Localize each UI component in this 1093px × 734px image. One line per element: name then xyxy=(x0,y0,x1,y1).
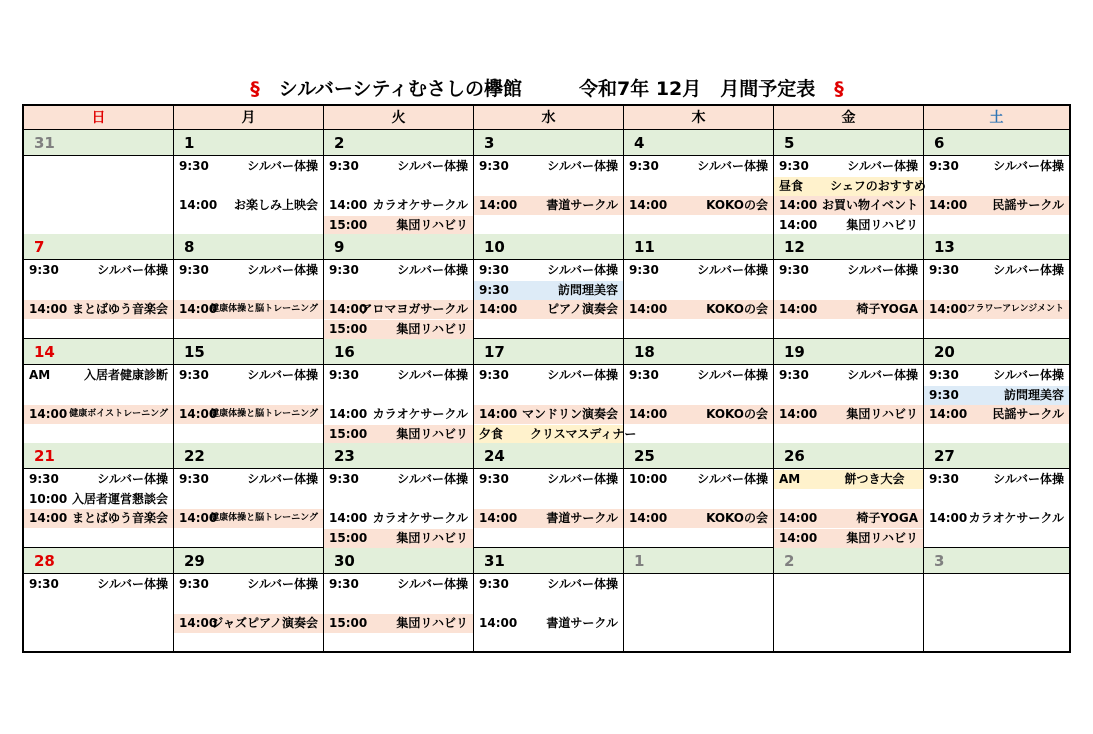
event-entry xyxy=(624,405,773,424)
event-time: 9:30 xyxy=(929,472,959,486)
day-cell xyxy=(924,443,1069,548)
weekday-header-wed: 水 xyxy=(474,106,624,130)
day-cell xyxy=(474,130,624,235)
event-time: 9:30 xyxy=(779,368,809,382)
event-time: 14:00 xyxy=(629,302,668,316)
event-entry xyxy=(324,196,473,215)
day-cell xyxy=(774,443,924,548)
event-name: 集団リハビリ xyxy=(396,427,468,441)
event-name: 健康ボイストレーニング xyxy=(69,409,168,419)
day-number: 10 xyxy=(474,234,623,260)
event-entry xyxy=(624,366,773,385)
event-entry xyxy=(24,509,173,528)
event-time: 9:30 xyxy=(29,577,59,591)
event-entry xyxy=(474,470,623,489)
day-number: 25 xyxy=(624,443,773,469)
event-entry xyxy=(624,157,773,176)
event-name: シルバー体操 xyxy=(397,159,468,173)
event-entry xyxy=(774,405,923,424)
event-name: ジャズピアノ演奏会 xyxy=(211,616,318,630)
event-entry xyxy=(174,366,323,385)
event-entry xyxy=(474,281,623,300)
event-entry xyxy=(324,157,473,176)
day-number: 17 xyxy=(474,339,623,365)
event-time: 14:00 xyxy=(479,198,518,212)
event-entry xyxy=(324,216,473,235)
event-name: シルバー体操 xyxy=(397,263,468,277)
event-time: 9:30 xyxy=(479,577,509,591)
event-time: 15:00 xyxy=(329,616,368,630)
event-time: 9:30 xyxy=(779,263,809,277)
event-time: 14:00 xyxy=(779,218,818,232)
day-cell xyxy=(174,339,324,444)
event-name: ピアノ演奏会 xyxy=(546,302,618,316)
event-time: 9:30 xyxy=(179,577,209,591)
event-time: 14:00 xyxy=(329,198,368,212)
day-number: 26 xyxy=(774,443,923,469)
event-entry xyxy=(774,509,923,528)
event-name: シルバー体操 xyxy=(547,263,618,277)
event-entry xyxy=(924,405,1069,424)
event-entry xyxy=(924,300,1069,319)
day-cell xyxy=(924,234,1069,339)
event-name: シルバー体操 xyxy=(247,368,318,382)
event-time: 9:30 xyxy=(179,368,209,382)
event-time: 14:00 xyxy=(329,407,368,421)
day-number: 1 xyxy=(174,130,323,156)
event-entry xyxy=(324,509,473,528)
day-number: 13 xyxy=(924,234,1069,260)
day-number: 21 xyxy=(24,443,173,469)
event-entry xyxy=(324,470,473,489)
event-time: 14:00 xyxy=(779,531,818,545)
event-time: 14:00 xyxy=(779,198,818,212)
day-cell xyxy=(474,443,624,548)
day-number: 31 xyxy=(24,130,173,156)
event-name: カラオケサークル xyxy=(372,407,468,421)
event-time: 15:00 xyxy=(329,322,368,336)
event-time: 14:00 xyxy=(179,302,218,316)
event-name: シェフのおすすめ xyxy=(830,179,926,193)
event-name: KOKOの会 xyxy=(706,511,768,525)
day-number: 22 xyxy=(174,443,323,469)
event-name: 椅子YOGA xyxy=(856,302,918,316)
day-number: 2 xyxy=(324,130,473,156)
event-name: シルバー体操 xyxy=(697,159,768,173)
event-name: 書道サークル xyxy=(546,616,618,630)
event-time: 9:30 xyxy=(479,283,509,297)
day-number: 1 xyxy=(624,548,773,574)
event-time: AM xyxy=(29,368,51,382)
event-time: 14:00 xyxy=(929,198,968,212)
event-time: 14:00 xyxy=(629,511,668,525)
weekday-header-mon: 月 xyxy=(174,106,324,130)
event-name: 健康体操と脳トレーニング xyxy=(210,304,318,314)
day-number: 5 xyxy=(774,130,923,156)
event-time: 14:00 xyxy=(779,511,818,525)
day-number: 2 xyxy=(774,548,923,574)
day-number: 12 xyxy=(774,234,923,260)
event-name: シルバー体操 xyxy=(547,472,618,486)
event-entry xyxy=(324,320,473,339)
event-name: 訪問理美容 xyxy=(1003,388,1064,402)
event-name: シルバー体操 xyxy=(993,263,1064,277)
event-entry xyxy=(774,216,923,235)
event-entry xyxy=(324,300,473,319)
event-entry xyxy=(774,300,923,319)
event-time: 14:00 xyxy=(779,302,818,316)
event-name: 書道サークル xyxy=(546,198,618,212)
event-time: 14:00 xyxy=(929,407,968,421)
day-cell xyxy=(624,130,774,235)
event-name: シルバー体操 xyxy=(847,263,918,277)
event-time: 14:00 xyxy=(329,511,368,525)
event-name: カラオケサークル xyxy=(372,511,468,525)
event-entry xyxy=(774,366,923,385)
event-entry xyxy=(774,470,923,489)
event-name: カラオケサークル xyxy=(968,511,1064,525)
event-entry xyxy=(474,366,623,385)
event-time: 9:30 xyxy=(29,472,59,486)
event-name: シルバー体操 xyxy=(397,472,468,486)
event-time: 14:00 xyxy=(929,302,968,316)
event-name: 健康体操と脳トレーニング xyxy=(210,513,318,523)
event-entry xyxy=(474,300,623,319)
day-number: 8 xyxy=(174,234,323,260)
event-name: クリスマスディナー xyxy=(530,427,637,441)
event-entry xyxy=(774,529,923,548)
day-number: 19 xyxy=(774,339,923,365)
event-name: シルバー体操 xyxy=(247,263,318,277)
event-entry xyxy=(174,509,323,528)
event-entry xyxy=(24,261,173,280)
weekday-header-sun: 日 xyxy=(24,106,174,130)
event-time: 14:00 xyxy=(179,616,218,630)
event-name: 集団リハビリ xyxy=(846,407,918,421)
event-time: 9:30 xyxy=(929,263,959,277)
event-time: 9:30 xyxy=(179,472,209,486)
day-cell xyxy=(624,339,774,444)
event-time: 9:30 xyxy=(329,368,359,382)
event-time: 14:00 xyxy=(329,302,368,316)
event-time: 9:30 xyxy=(479,472,509,486)
event-entry xyxy=(924,509,1069,528)
day-cell xyxy=(174,234,324,339)
event-entry xyxy=(174,614,323,633)
event-name: 餅つき大会 xyxy=(844,472,905,486)
event-entry xyxy=(474,157,623,176)
event-name: シルバー体操 xyxy=(247,159,318,173)
day-cell xyxy=(474,339,637,444)
event-name: シルバー体操 xyxy=(547,159,618,173)
day-number: 24 xyxy=(474,443,623,469)
event-name: 入居者運営懇談会 xyxy=(71,492,168,506)
event-time: 14:00 xyxy=(929,511,968,525)
day-number: 6 xyxy=(924,130,1069,156)
day-number: 16 xyxy=(324,339,473,365)
event-entry xyxy=(924,261,1069,280)
event-name: シルバー体操 xyxy=(847,159,918,173)
event-time: 14:00 xyxy=(779,407,818,421)
event-time: 9:30 xyxy=(179,159,209,173)
event-time: 10:00 xyxy=(29,492,68,506)
title-left-mark: § xyxy=(250,78,260,100)
event-time: 9:30 xyxy=(329,472,359,486)
event-entry xyxy=(174,261,323,280)
event-entry xyxy=(174,575,323,594)
day-cell xyxy=(924,130,1069,235)
event-entry xyxy=(24,366,173,385)
event-entry xyxy=(174,196,323,215)
event-entry xyxy=(624,509,773,528)
event-entry xyxy=(24,575,173,594)
event-name: シルバー体操 xyxy=(697,472,768,486)
event-time: 9:30 xyxy=(479,159,509,173)
day-number: 15 xyxy=(174,339,323,365)
event-name: 訪問理美容 xyxy=(557,283,618,297)
event-name: カラオケサークル xyxy=(372,198,468,212)
event-name: シルバー体操 xyxy=(697,368,768,382)
event-name: 集団リハビリ xyxy=(396,322,468,336)
event-entry xyxy=(324,614,473,633)
day-number: 11 xyxy=(624,234,773,260)
event-entry xyxy=(324,425,473,444)
event-time: AM xyxy=(779,472,801,486)
event-entry xyxy=(324,366,473,385)
event-entry xyxy=(474,425,637,444)
event-name: シルバー体操 xyxy=(97,472,168,486)
day-number: 14 xyxy=(24,339,173,365)
day-cell xyxy=(924,339,1069,444)
event-name: シルバー体操 xyxy=(97,577,168,591)
event-entry xyxy=(324,405,473,424)
event-entry xyxy=(474,261,623,280)
event-time: 15:00 xyxy=(329,531,368,545)
event-entry xyxy=(624,470,773,489)
event-entry xyxy=(324,529,473,548)
event-entry xyxy=(24,470,173,489)
event-time: 14:00 xyxy=(179,198,218,212)
event-name: シルバー体操 xyxy=(397,577,468,591)
day-cell xyxy=(474,548,624,652)
event-time: 9:30 xyxy=(629,368,659,382)
event-entry xyxy=(624,300,773,319)
event-entry xyxy=(774,196,923,215)
event-time: 14:00 xyxy=(479,407,518,421)
event-name: シルバー体操 xyxy=(547,577,618,591)
event-name: 集団リハビリ xyxy=(846,218,918,232)
day-cell xyxy=(774,234,924,339)
event-time: 9:30 xyxy=(479,368,509,382)
event-entry xyxy=(174,157,323,176)
day-cell xyxy=(24,339,174,444)
event-entry xyxy=(924,366,1069,385)
event-entry xyxy=(774,177,926,196)
event-entry xyxy=(474,405,623,424)
event-entry xyxy=(174,470,323,489)
monthly-calendar xyxy=(22,104,1071,653)
event-name: お楽しみ上映会 xyxy=(233,198,318,212)
day-number: 9 xyxy=(324,234,473,260)
day-number: 23 xyxy=(324,443,473,469)
event-name: 書道サークル xyxy=(546,511,618,525)
event-name: 集団リハビリ xyxy=(396,218,468,232)
day-cell xyxy=(474,234,624,339)
day-cell xyxy=(24,130,174,235)
day-cell xyxy=(924,548,1069,652)
event-time: 9:30 xyxy=(929,388,959,402)
event-time: 14:00 xyxy=(479,616,518,630)
event-name: シルバー体操 xyxy=(993,368,1064,382)
event-entry xyxy=(624,196,773,215)
event-name: KOKOの会 xyxy=(706,302,768,316)
event-name: シルバー体操 xyxy=(847,368,918,382)
event-entry xyxy=(474,575,623,594)
event-time: 9:30 xyxy=(329,159,359,173)
event-time: 14:00 xyxy=(179,511,218,525)
day-number: 27 xyxy=(924,443,1069,469)
event-entry xyxy=(474,196,623,215)
event-time: 14:00 xyxy=(29,407,68,421)
event-name: 入居者健康診断 xyxy=(83,368,168,382)
event-entry xyxy=(474,614,623,633)
event-time: 14:00 xyxy=(179,407,218,421)
day-cell xyxy=(774,130,924,235)
event-name: シルバー体操 xyxy=(993,159,1064,173)
event-entry xyxy=(324,261,473,280)
day-number: 3 xyxy=(474,130,623,156)
event-entry xyxy=(174,300,323,319)
event-entry xyxy=(24,300,173,319)
day-number: 4 xyxy=(624,130,773,156)
event-time: 9:30 xyxy=(329,577,359,591)
event-time: 夕食 xyxy=(479,427,504,441)
event-time: 9:30 xyxy=(779,159,809,173)
event-entry xyxy=(624,261,773,280)
day-cell xyxy=(624,234,774,339)
event-name: シルバー体操 xyxy=(247,472,318,486)
event-name: マンドリン演奏会 xyxy=(521,407,618,421)
day-number: 7 xyxy=(24,234,173,260)
day-cell xyxy=(324,339,474,444)
day-number: 3 xyxy=(924,548,1069,574)
event-name: 椅子YOGA xyxy=(856,511,918,525)
event-name: まとばゆう音楽会 xyxy=(71,511,168,525)
event-entry xyxy=(924,470,1069,489)
event-name: シルバー体操 xyxy=(547,368,618,382)
event-time: 14:00 xyxy=(29,511,68,525)
event-entry xyxy=(324,575,473,594)
day-cell xyxy=(624,443,774,548)
event-time: 9:30 xyxy=(929,159,959,173)
event-time: 14:00 xyxy=(479,511,518,525)
event-name: 集団リハビリ xyxy=(846,531,918,545)
event-name: シルバー体操 xyxy=(697,263,768,277)
event-entry xyxy=(474,509,623,528)
day-cell xyxy=(174,548,324,652)
day-cell xyxy=(24,234,174,339)
day-cell xyxy=(774,548,924,652)
event-name: 集団リハビリ xyxy=(396,616,468,630)
day-number: 29 xyxy=(174,548,323,574)
day-cell xyxy=(24,548,174,652)
event-time: 15:00 xyxy=(329,218,368,232)
event-name: まとばゆう音楽会 xyxy=(71,302,168,316)
event-name: お買い物イベント xyxy=(821,198,918,212)
event-entry xyxy=(924,157,1069,176)
event-time: 9:30 xyxy=(479,263,509,277)
event-time: 9:30 xyxy=(329,263,359,277)
event-name: 民謡サークル xyxy=(992,407,1064,421)
event-time: 9:30 xyxy=(629,159,659,173)
day-cell xyxy=(174,443,324,548)
event-name: KOKOの会 xyxy=(706,198,768,212)
event-entry xyxy=(924,196,1069,215)
event-time: 9:30 xyxy=(929,368,959,382)
event-name: フラワーアレンジメント xyxy=(966,304,1064,314)
weekday-header-fri: 金 xyxy=(774,106,924,130)
day-cell xyxy=(774,339,924,444)
event-name: 民謡サークル xyxy=(992,198,1064,212)
event-name: シルバー体操 xyxy=(397,368,468,382)
day-cell xyxy=(324,548,474,652)
day-cell xyxy=(174,130,324,235)
event-name: シルバー体操 xyxy=(247,577,318,591)
weekday-header-tue: 火 xyxy=(324,106,474,130)
event-name: シルバー体操 xyxy=(97,263,168,277)
weekday-header-sat: 土 xyxy=(924,106,1069,130)
event-time: 14:00 xyxy=(29,302,68,316)
event-time: 14:00 xyxy=(629,198,668,212)
day-cell xyxy=(24,443,174,548)
event-name: アロマヨガサークル xyxy=(360,302,468,316)
event-time: 15:00 xyxy=(329,427,368,441)
event-time: 9:30 xyxy=(179,263,209,277)
day-number: 18 xyxy=(624,339,773,365)
event-time: 9:30 xyxy=(29,263,59,277)
day-cell xyxy=(324,234,474,339)
event-time: 10:00 xyxy=(629,472,668,486)
day-cell xyxy=(624,548,774,652)
event-time: 14:00 xyxy=(479,302,518,316)
event-entry xyxy=(774,157,923,176)
page-title xyxy=(22,74,1072,104)
event-entry xyxy=(774,261,923,280)
event-time: 昼食 xyxy=(779,179,804,193)
event-entry xyxy=(924,386,1069,405)
event-name: 健康体操と脳トレーニング xyxy=(210,409,318,419)
event-entry xyxy=(24,405,173,424)
event-name: KOKOの会 xyxy=(706,407,768,421)
title-text: シルバーシティむさしの欅館 令和7年 12月 月間予定表 xyxy=(278,78,816,100)
title-right-mark: § xyxy=(834,78,844,100)
day-number: 28 xyxy=(24,548,173,574)
event-time: 9:30 xyxy=(629,263,659,277)
day-cell xyxy=(324,130,474,235)
day-number: 31 xyxy=(474,548,623,574)
day-number: 30 xyxy=(324,548,473,574)
day-number: 20 xyxy=(924,339,1069,365)
event-name: シルバー体操 xyxy=(993,472,1064,486)
weekday-header-thu: 木 xyxy=(624,106,774,130)
event-name: 集団リハビリ xyxy=(396,531,468,545)
event-entry xyxy=(174,405,323,424)
event-time: 14:00 xyxy=(629,407,668,421)
day-cell xyxy=(324,443,474,548)
event-entry xyxy=(24,490,173,509)
